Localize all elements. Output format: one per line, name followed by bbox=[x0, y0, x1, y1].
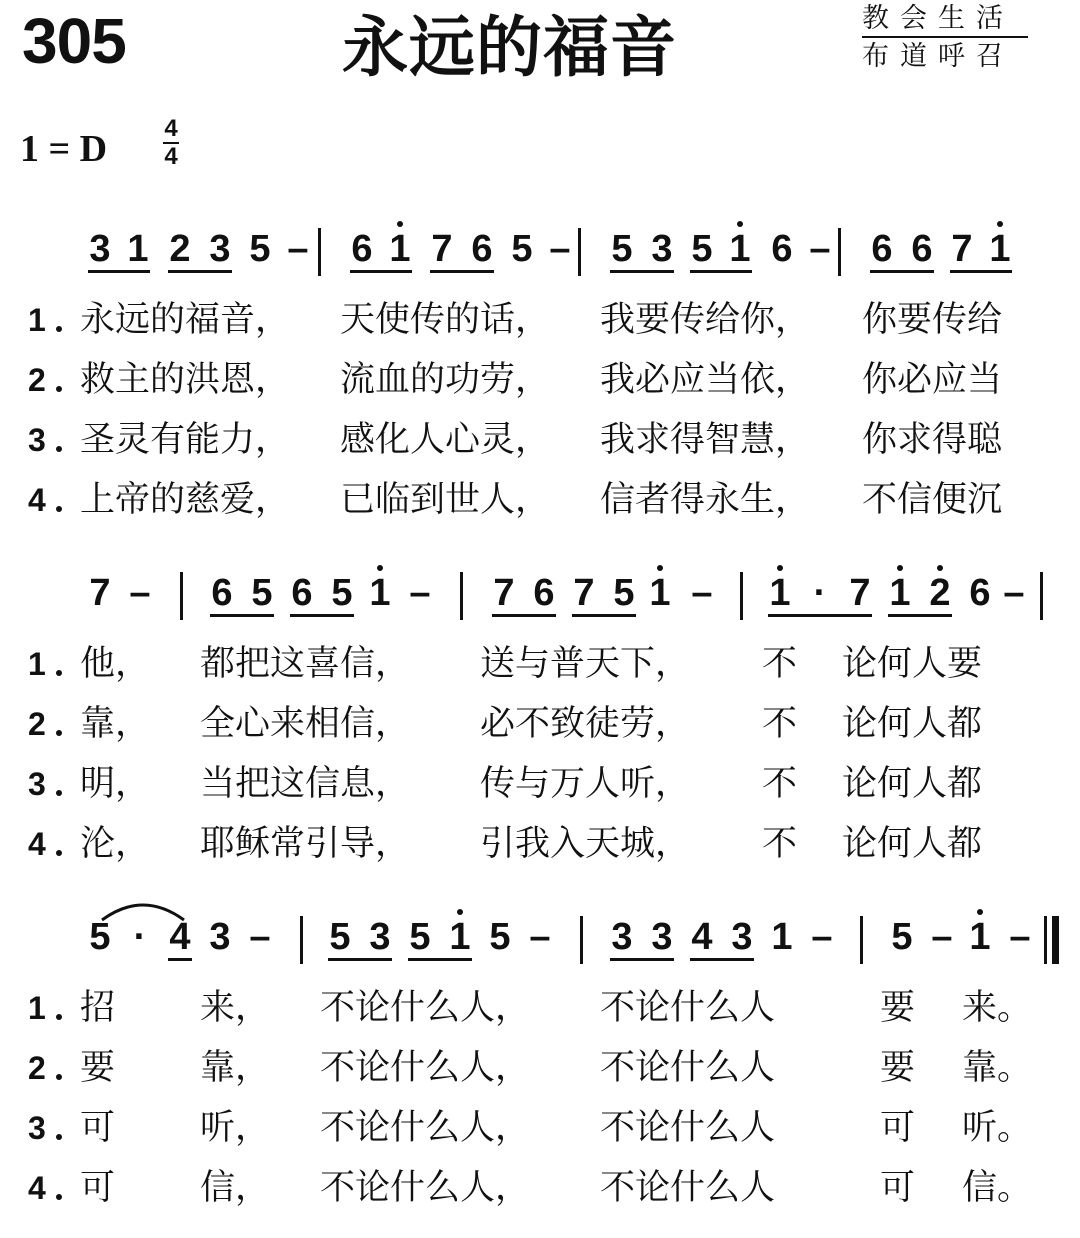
note: 4 bbox=[691, 916, 713, 958]
lyric-phrase: 论何人都 bbox=[842, 824, 983, 864]
lyric-phrase: 不论什么人 bbox=[600, 1108, 776, 1148]
note: 4 bbox=[169, 916, 191, 958]
verse-number: 2 bbox=[28, 1050, 46, 1086]
verse-dot bbox=[56, 386, 62, 392]
hymn-title: 永远的福音 bbox=[342, 9, 677, 86]
beam bbox=[950, 270, 1012, 273]
verse-dot bbox=[56, 1194, 62, 1200]
beam bbox=[210, 614, 274, 617]
lyric-phrase: 听。 bbox=[962, 1108, 1033, 1148]
beam bbox=[690, 958, 754, 961]
note: 6 bbox=[533, 572, 555, 614]
note-high: 1 bbox=[649, 572, 671, 614]
lyric-phrase: 要 bbox=[880, 988, 916, 1028]
note-dash: – bbox=[1003, 572, 1025, 614]
lyric-phrase: 信。 bbox=[962, 1168, 1033, 1208]
note: 3 bbox=[209, 916, 231, 958]
key-signature: 1 = D bbox=[20, 128, 108, 170]
lyric-phrase: 不论什么人， bbox=[320, 1168, 531, 1208]
verse-number: 1 bbox=[28, 990, 46, 1026]
lyric-phrase: 听， bbox=[200, 1108, 271, 1148]
note: 1 bbox=[771, 916, 793, 958]
lyric-phrase: 天使传的话， bbox=[340, 300, 551, 340]
note: 5 bbox=[489, 916, 511, 958]
time-signature-bottom: 4 bbox=[164, 143, 178, 170]
lyric-phrase: 全心来相信， bbox=[200, 704, 411, 744]
notation-row-3 bbox=[0, 914, 1080, 974]
lyric-phrase: 要 bbox=[80, 1048, 116, 1088]
bar-line bbox=[318, 228, 321, 276]
verse-number: 2 bbox=[28, 362, 46, 398]
lyric-phrase: 信者得永生， bbox=[600, 480, 811, 520]
bar-line bbox=[300, 916, 303, 964]
lyric-phrase: 招 bbox=[80, 988, 116, 1028]
note: 5 bbox=[329, 916, 351, 958]
note: 5 bbox=[331, 572, 353, 614]
notation-row-2 bbox=[0, 570, 1080, 630]
lyric-phrase: 送与普天下， bbox=[480, 644, 691, 684]
verse-number: 4 bbox=[28, 482, 46, 518]
lyric-phrase: 不论什么人， bbox=[320, 1108, 531, 1148]
lyric-phrase: 可 bbox=[880, 1108, 916, 1148]
verse-dot bbox=[56, 850, 62, 856]
verse-number: 1 bbox=[28, 646, 46, 682]
lyric-phrase: 圣灵有能力， bbox=[80, 420, 291, 460]
bar-line bbox=[460, 572, 463, 620]
note-dot: · bbox=[133, 916, 147, 958]
lyric-phrase: 要 bbox=[880, 1048, 916, 1088]
note: 7 bbox=[493, 572, 515, 614]
note: 5 bbox=[891, 916, 913, 958]
note-dash: – bbox=[691, 572, 713, 614]
lyric-phrase: 可 bbox=[80, 1108, 116, 1148]
lyric-phrase: 不论什么人， bbox=[320, 988, 531, 1028]
lyric-phrase: 你求得聪 bbox=[862, 420, 1003, 460]
beam bbox=[408, 958, 472, 961]
verse-dot bbox=[56, 1074, 62, 1080]
lyric-phrase: 来， bbox=[200, 988, 271, 1028]
beam bbox=[492, 614, 556, 617]
lyric-phrase: 你要传给 bbox=[862, 300, 1003, 340]
beam bbox=[168, 958, 192, 961]
note-dash: – bbox=[249, 916, 271, 958]
lyric-phrase: 不论什么人 bbox=[600, 1048, 776, 1088]
note-high: 1 bbox=[389, 228, 411, 270]
lyric-phrase: 靠， bbox=[200, 1048, 271, 1088]
lyric-phrase: 感化人心灵， bbox=[340, 420, 551, 460]
lyric-phrase: 不论什么人 bbox=[600, 988, 776, 1028]
hymn-number: 305 bbox=[22, 5, 126, 77]
note: 3 bbox=[89, 228, 111, 270]
verse-number: 3 bbox=[28, 422, 46, 458]
note: 5 bbox=[251, 572, 273, 614]
note-dash: – bbox=[129, 572, 151, 614]
beam bbox=[690, 270, 752, 273]
lyric-phrase: 必不致徒劳， bbox=[480, 704, 691, 744]
beam bbox=[350, 270, 412, 273]
verse-number: 3 bbox=[28, 766, 46, 802]
lyric-phrase: 永远的福音， bbox=[80, 300, 291, 340]
note-dash: – bbox=[287, 228, 309, 270]
lyric-phrase: 不 bbox=[762, 764, 798, 804]
lyric-phrase: 靠， bbox=[80, 704, 151, 744]
beam bbox=[610, 958, 674, 961]
note: 5 bbox=[249, 228, 271, 270]
final-bar-thin bbox=[1044, 916, 1047, 964]
note: 6 bbox=[291, 572, 313, 614]
note: 6 bbox=[771, 228, 793, 270]
lyric-phrase: 靠。 bbox=[962, 1048, 1033, 1088]
note: 3 bbox=[209, 228, 231, 270]
note: 6 bbox=[211, 572, 233, 614]
bar-line bbox=[838, 228, 841, 276]
note-high: 1 bbox=[889, 572, 911, 614]
lyric-phrase: 不 bbox=[762, 704, 798, 744]
verse-number: 3 bbox=[28, 1110, 46, 1146]
lyric-phrase: 他， bbox=[80, 644, 151, 684]
verse-number: 2 bbox=[28, 706, 46, 742]
note-dot: · bbox=[813, 572, 827, 614]
lyric-phrase: 明， bbox=[80, 764, 151, 804]
note-dash: – bbox=[1009, 916, 1031, 958]
note: 3 bbox=[651, 228, 673, 270]
lyric-phrase: 来。 bbox=[962, 988, 1033, 1028]
lyric-phrase: 不 bbox=[762, 644, 798, 684]
beam bbox=[768, 614, 872, 617]
lyric-phrase: 可 bbox=[880, 1168, 916, 1208]
note-high: 1 bbox=[969, 916, 991, 958]
note: 3 bbox=[369, 916, 391, 958]
lyric-phrase: 论何人要 bbox=[842, 644, 983, 684]
category-secondary: 布道呼召 bbox=[862, 41, 1014, 72]
lyric-phrase: 沦， bbox=[80, 824, 151, 864]
time-signature bbox=[160, 116, 182, 170]
verse-number: 1 bbox=[28, 302, 46, 338]
category-primary: 教会生活 bbox=[862, 2, 1028, 38]
beam bbox=[88, 270, 150, 273]
note: 5 bbox=[691, 228, 713, 270]
note-dash: – bbox=[549, 228, 571, 270]
verse-dot bbox=[56, 446, 62, 452]
lyric-phrase: 流血的功劳， bbox=[340, 360, 551, 400]
verse-dot bbox=[56, 1014, 62, 1020]
note-high: 1 bbox=[769, 572, 791, 614]
beam bbox=[888, 614, 952, 617]
lyric-phrase: 已临到世人， bbox=[340, 480, 551, 520]
lyric-phrase: 耶稣常引导， bbox=[200, 824, 411, 864]
note: 6 bbox=[911, 228, 933, 270]
note-dash: – bbox=[809, 228, 831, 270]
verse-number: 4 bbox=[28, 1170, 46, 1206]
note-dash: – bbox=[811, 916, 833, 958]
lyric-phrase: 救主的洪恩， bbox=[80, 360, 291, 400]
note: 7 bbox=[431, 228, 453, 270]
verse-dot bbox=[56, 730, 62, 736]
note: 5 bbox=[89, 916, 111, 958]
lyric-phrase: 不 bbox=[762, 824, 798, 864]
lyric-phrase: 论何人都 bbox=[842, 704, 983, 744]
beam bbox=[430, 270, 494, 273]
verse-number: 4 bbox=[28, 826, 46, 862]
bar-line bbox=[580, 916, 583, 964]
note: 3 bbox=[651, 916, 673, 958]
beam bbox=[610, 270, 674, 273]
note-dash: – bbox=[409, 572, 431, 614]
note-dash: – bbox=[529, 916, 551, 958]
verse-dot bbox=[56, 790, 62, 796]
beam bbox=[870, 270, 934, 273]
lyric-phrase: 你必应当 bbox=[862, 360, 1003, 400]
verse-dot bbox=[56, 506, 62, 512]
note-high: 1 bbox=[989, 228, 1011, 270]
note: 5 bbox=[409, 916, 431, 958]
lyric-phrase: 可 bbox=[80, 1168, 116, 1208]
bar-line bbox=[578, 228, 581, 276]
note: 5 bbox=[613, 572, 635, 614]
final-bar-thick bbox=[1052, 916, 1059, 964]
verse-dot bbox=[56, 326, 62, 332]
note: 7 bbox=[89, 572, 111, 614]
beam bbox=[168, 270, 232, 273]
lyric-phrase: 都把这喜信， bbox=[200, 644, 411, 684]
note-dash: – bbox=[931, 916, 953, 958]
lyric-phrase: 论何人都 bbox=[842, 764, 983, 804]
note: 5 bbox=[611, 228, 633, 270]
lyric-phrase: 不论什么人 bbox=[600, 1168, 776, 1208]
beam bbox=[328, 958, 392, 961]
note-high: 1 bbox=[729, 228, 751, 270]
bar-line bbox=[740, 572, 743, 620]
lyric-phrase: 我要传给你， bbox=[600, 300, 811, 340]
note-high: 1 bbox=[369, 572, 391, 614]
bar-line bbox=[1040, 572, 1043, 620]
lyric-phrase: 不论什么人， bbox=[320, 1048, 531, 1088]
lyric-phrase: 当把这信息， bbox=[200, 764, 411, 804]
note: 6 bbox=[969, 572, 991, 614]
note: 6 bbox=[471, 228, 493, 270]
lyric-phrase: 信， bbox=[200, 1168, 271, 1208]
note-high: 2 bbox=[929, 572, 951, 614]
lyric-phrase: 我必应当依， bbox=[600, 360, 811, 400]
lyric-phrase: 上帝的慈爱， bbox=[80, 480, 291, 520]
lyric-phrase: 我求得智慧， bbox=[600, 420, 811, 460]
note: 3 bbox=[611, 916, 633, 958]
verse-dot bbox=[56, 670, 62, 676]
note: 1 bbox=[127, 228, 149, 270]
note: 5 bbox=[511, 228, 533, 270]
note: 7 bbox=[951, 228, 973, 270]
beam bbox=[290, 614, 354, 617]
note: 6 bbox=[871, 228, 893, 270]
lyric-phrase: 传与万人听， bbox=[480, 764, 691, 804]
note-high: 1 bbox=[449, 916, 471, 958]
bar-line bbox=[860, 916, 863, 964]
verse-dot bbox=[56, 1134, 62, 1140]
bar-line bbox=[180, 572, 183, 620]
note: 6 bbox=[351, 228, 373, 270]
beam bbox=[572, 614, 636, 617]
time-signature-top: 4 bbox=[164, 115, 178, 142]
note: 2 bbox=[169, 228, 191, 270]
note: 7 bbox=[573, 572, 595, 614]
note: 3 bbox=[731, 916, 753, 958]
notation-row-1 bbox=[0, 226, 1080, 286]
lyric-phrase: 引我入天城， bbox=[480, 824, 691, 864]
note: 7 bbox=[849, 572, 871, 614]
lyric-phrase: 不信便沉 bbox=[862, 480, 1003, 520]
